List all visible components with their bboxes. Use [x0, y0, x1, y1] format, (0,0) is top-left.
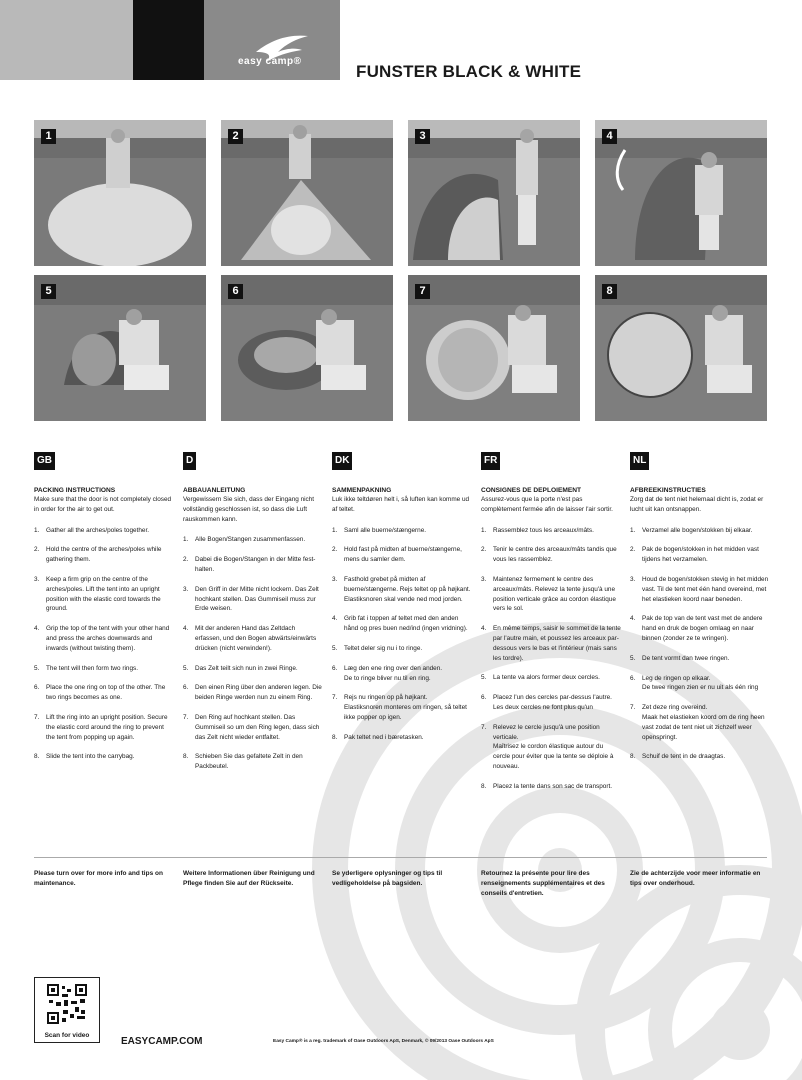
step-list — [34, 526, 174, 763]
section-intro: Luk ikke teltdøren helt i, så luften kan komme ud af teltet. — [332, 496, 470, 513]
section-title: PACKING INSTRUCTIONS — [34, 487, 116, 494]
step-text: Das Zelt teilt sich nun in zwei Ringe. — [195, 664, 298, 672]
list-item — [481, 575, 621, 614]
footer-note-gb: Please turn over for more info and tips on maintenance. — [34, 870, 163, 887]
step-text: De tent vormt dan twee ringen. — [642, 654, 730, 662]
step-num: 8. — [630, 753, 636, 761]
step-num: 8. — [481, 782, 487, 790]
list-item — [183, 535, 323, 545]
column-nl — [630, 452, 770, 772]
list-item — [481, 723, 621, 772]
step-photo-3 — [408, 120, 580, 266]
photo-scene-3 — [408, 120, 580, 266]
step-text: Rassemblez tous les arceaux/mâts. — [493, 526, 594, 534]
step-num: 5. — [630, 654, 636, 662]
step-number: 2 — [228, 129, 243, 144]
legal-notice: Easy Camp® is a reg. trademark of Oase Outdoors ApS, Denmark, © 09/2013 Oase Outdoors ApS — [273, 1039, 494, 1044]
step-text: Teltet deler sig nu i to ringe. — [344, 644, 423, 652]
step-num: 6. — [481, 694, 487, 702]
step-text: Den Ring auf hochkant stellen. Das Gummiseil so um den Ring legen, dass sich das Zelt nicht wieder entfaltet. — [195, 713, 320, 741]
column-fr — [481, 452, 621, 802]
language-badge: GB — [34, 452, 55, 470]
step-num: 3. — [183, 585, 189, 593]
step-num: 7. — [332, 694, 338, 702]
list-item — [183, 683, 323, 703]
step-num: 8. — [34, 753, 40, 761]
list-item — [332, 526, 472, 536]
step-text: Den Griff in der Mitte nicht lockern. Das Zelt hochkant stellen. Das Gummiseil muss zur Erde weisen. — [195, 585, 319, 613]
photo-scene-5 — [34, 275, 206, 421]
list-item — [630, 654, 770, 664]
step-num: 8. — [332, 733, 338, 741]
step-text: Relevez le cercle jusqu'à une position verticale. Maîtrisez le cordon élastique autour du cercle pour éviter que la tente se déploie à nouveau. — [493, 723, 614, 770]
step-text: Hold fast på midten af buerne/stængerne, mens du samler dem. — [344, 546, 462, 564]
list-item — [481, 673, 621, 683]
photo-scene-1 — [34, 120, 206, 266]
step-num: 8. — [183, 753, 189, 761]
step-photo-2 — [221, 120, 393, 266]
column-gb — [34, 452, 174, 772]
list-item — [332, 644, 472, 654]
step-num: 2. — [481, 546, 487, 554]
step-text: Saml alle buerne/stængerne. — [344, 526, 427, 534]
step-num: 1. — [630, 526, 636, 534]
step-num: 2. — [183, 556, 189, 564]
step-num: 5. — [332, 644, 338, 652]
list-item — [183, 713, 323, 742]
list-item — [183, 664, 323, 674]
step-text: Dabei die Bogen/Stangen in der Mitte fest-halten. — [195, 556, 316, 573]
step-number: 1 — [41, 129, 56, 144]
logo-text: easy camp® — [238, 56, 302, 67]
page-title: FUNSTER BLACK & WHITE — [356, 62, 582, 81]
step-list — [332, 526, 472, 743]
list-item — [481, 782, 621, 792]
list-item — [34, 545, 174, 565]
step-text: Leg de ringen op elkaar. De twee ringen zien er nu uit als één ring — [642, 674, 759, 692]
step-text: Schieben Sie das gefaltete Zelt in den Packbeutel. — [195, 753, 303, 771]
section-title: SAMMENPAKNING — [332, 487, 392, 494]
list-item — [332, 733, 472, 743]
step-text: Rejs nu ringen op på højkant. Elastiksnoren monteres om ringen, så teltet ikke popper op igen. — [344, 694, 467, 721]
divider — [34, 857, 767, 858]
step-number: 4 — [602, 129, 617, 144]
step-num: 5. — [481, 674, 487, 682]
step-num: 3. — [630, 575, 636, 583]
step-num: 1. — [481, 526, 487, 534]
qr-code-icon — [47, 984, 87, 1024]
list-item — [630, 703, 770, 742]
step-list — [630, 526, 770, 763]
list-item — [332, 693, 472, 722]
list-item — [481, 693, 621, 713]
language-badge: D — [183, 452, 196, 470]
step-text: En même temps, saisir le sommet de la tente par l'autre main, et poussez les arceaux par-dessous vers le bas et l'intérieur (mais sans les tordre). — [493, 625, 621, 662]
list-item — [332, 545, 472, 565]
list-item — [34, 752, 174, 762]
step-number: 7 — [415, 284, 430, 299]
step-num: 4. — [332, 615, 338, 623]
step-text: Placez la tente dans son sac de transport. — [493, 782, 613, 790]
step-text: Lift the ring into an upright position. Secure the elastic cord around the ring to prevent the tent from popping up again. — [46, 713, 168, 741]
step-num: 6. — [630, 674, 636, 682]
step-num: 3. — [481, 575, 487, 583]
list-item — [34, 624, 174, 653]
list-item — [332, 575, 472, 604]
step-text: Mit der anderen Hand das Zeltdach erfassen, und den Bogen abwärts/einwärts drücken (nicht verwinden!). — [195, 625, 317, 652]
step-text: Fasthold grebet på midten af buerne/stængerne. Rejs teltet op på højkant. Elastiksnoren skal vende ned mod jorden. — [344, 575, 471, 603]
photo-scene-8 — [595, 275, 767, 421]
photo-scene-4 — [595, 120, 767, 266]
language-badge: NL — [630, 452, 649, 470]
list-item — [34, 683, 174, 703]
step-text: La tente va alors former deux cercles. — [493, 674, 600, 682]
step-text: Læg den ene ring over den anden. De to ringe bliver nu til en ring. — [344, 664, 443, 682]
step-num: 1. — [183, 536, 189, 544]
step-num: 4. — [183, 625, 189, 633]
step-photo-8 — [595, 275, 767, 421]
list-item — [332, 664, 472, 684]
list-item — [481, 526, 621, 536]
language-badge: DK — [332, 452, 352, 470]
step-text: Pak de bogen/stokken in het midden vast tijdens het verzamelen. — [642, 546, 759, 564]
list-item — [183, 624, 323, 653]
list-item — [34, 713, 174, 742]
section-intro: Make sure that the door is not completely closed in order for the air to get out. — [34, 496, 172, 513]
step-text: The tent will then form two rings. — [46, 664, 138, 672]
photo-scene-7 — [408, 275, 580, 421]
list-item — [481, 545, 621, 565]
qr-code[interactable] — [34, 977, 100, 1043]
step-num: 3. — [34, 575, 40, 583]
list-item — [630, 614, 770, 643]
section-intro: Vergewissern Sie sich, dass der Eingang nicht vollständig geschlossen ist, so dass die Luft rauskommen kann. — [183, 496, 315, 523]
step-text: Keep a firm grip on the centre of the arches/poles. Lift the tent into an upright position with the elastic cord towards the ground. — [46, 575, 161, 613]
header-block-black — [133, 0, 204, 80]
step-num: 1. — [332, 526, 338, 534]
footer-note-nl: Zie de achterzijde voor meer informatie en tips over onderhoud. — [630, 870, 761, 887]
step-num: 7. — [34, 713, 40, 721]
list-item — [630, 545, 770, 565]
step-num: 1. — [34, 526, 40, 534]
step-text: Pak teltet ned i bæretasken. — [344, 733, 424, 741]
step-num: 2. — [34, 546, 40, 554]
step-text: Houd de bogen/stokken stevig in het midden vast. Til de tent met één hand overeind, met het elastieken koord naar beneden. — [642, 575, 769, 603]
list-item — [481, 624, 621, 663]
step-text: Den einen Ring über den anderen legen. Die beiden Ringe werden nun zu einem Ring. — [195, 684, 322, 702]
step-text: Pak de top van de tent vast met de andere hand en druk de bogen omlaag en naar binnen (zonder ze te wringen). — [642, 615, 763, 642]
section-intro: Assurez-vous que la porte n'est pas complètement fermée afin de laisser l'air sortir. — [481, 496, 613, 513]
step-text: Grip the top of the tent with your other hand and press the arches downwards and inwards (without twisting them). — [46, 625, 170, 652]
header-block-light — [0, 0, 133, 80]
step-num: 7. — [630, 704, 636, 712]
photo-scene-2 — [221, 120, 393, 266]
step-num: 4. — [481, 625, 487, 633]
step-text: Hold the centre of the arches/poles while gathering them. — [46, 546, 162, 564]
step-text: Alle Bogen/Stangen zusammenfassen. — [195, 536, 306, 544]
step-text: Verzamel alle bogen/stokken bij elkaar. — [642, 526, 753, 534]
footer-note-d: Weitere Informationen über Reinigung und Pflege finden Sie auf der Rückseite. — [183, 870, 315, 887]
qr-label: Scan for video — [44, 1032, 90, 1039]
column-dk — [332, 452, 472, 753]
step-num: 2. — [630, 546, 636, 554]
step-list — [481, 526, 621, 792]
step-number: 3 — [415, 129, 430, 144]
section-title: CONSIGNES DE DEPLOIEMENT — [481, 487, 582, 494]
list-item — [34, 664, 174, 674]
step-text: Placez l'un des cercles par-dessus l'autre. Les deux cercles ne font plus qu'un — [493, 694, 612, 711]
step-number: 8 — [602, 284, 617, 299]
step-num: 6. — [183, 684, 189, 692]
list-item — [630, 575, 770, 604]
step-text: Zet deze ring overeind. Maak het elastieken koord om de ring heen vast zodat de tent niet uit zichzelf weer openspringt. — [642, 704, 765, 741]
step-photo-4 — [595, 120, 767, 266]
step-num: 4. — [34, 625, 40, 633]
footer-note-fr: Retournez la présente pour lire des renseignements supplémentaires et des conseils d'entretien. — [481, 870, 605, 897]
step-num: 5. — [34, 664, 40, 672]
step-photo-6 — [221, 275, 393, 421]
step-num: 6. — [34, 684, 40, 692]
language-badge: FR — [481, 452, 500, 470]
list-item — [630, 674, 770, 694]
step-number: 6 — [228, 284, 243, 299]
list-item — [34, 526, 174, 536]
step-num: 4. — [630, 615, 636, 623]
step-number: 5 — [41, 284, 56, 299]
step-list — [183, 535, 323, 772]
list-item — [183, 752, 323, 772]
step-text: Schuif de tent in de draagtas. — [642, 753, 726, 761]
step-num: 6. — [332, 664, 338, 672]
step-num: 3. — [332, 575, 338, 583]
step-text: Tenir le centre des arceaux/mâts tandis que vous les rassemblez. — [493, 546, 617, 564]
list-item — [183, 585, 323, 614]
list-item — [332, 614, 472, 634]
step-text: Maintenez fermement le centre des arceaux/mâts. Relevez la tente jusqu'à une position verticale grâce au cordon élastique vers le sol. — [493, 575, 616, 613]
photo-scene-6 — [221, 275, 393, 421]
column-d — [183, 452, 323, 782]
step-text: Grib fat i toppen af teltet med den anden hånd og pres buen ned/ind (ingen vridning). — [344, 615, 468, 633]
footer-note-dk: Se yderligere oplysninger og tips til vedligeholdelse på bagsiden. — [332, 870, 443, 887]
step-num: 2. — [332, 546, 338, 554]
step-photo-7 — [408, 275, 580, 421]
step-num: 7. — [481, 723, 487, 731]
step-text: Slide the tent into the carrybag. — [46, 753, 135, 761]
list-item — [183, 555, 323, 575]
section-intro: Zorg dat de tent niet helemaal dicht is, zodat er lucht uit kan ontsnappen. — [630, 496, 764, 513]
list-item — [630, 526, 770, 536]
step-photo-1 — [34, 120, 206, 266]
step-text: Place the one ring on top of the other. The two rings becomes as one. — [46, 684, 166, 702]
step-text: Gather all the arches/poles together. — [46, 526, 150, 534]
step-num: 5. — [183, 664, 189, 672]
step-photo-5 — [34, 275, 206, 421]
website-link[interactable]: EASYCAMP.COM — [121, 1036, 203, 1047]
section-title: ABBAUANLEITUNG — [183, 487, 246, 494]
list-item — [630, 752, 770, 762]
list-item — [34, 575, 174, 614]
step-num: 7. — [183, 713, 189, 721]
section-title: AFBREEKINSTRUCTIES — [630, 487, 706, 494]
